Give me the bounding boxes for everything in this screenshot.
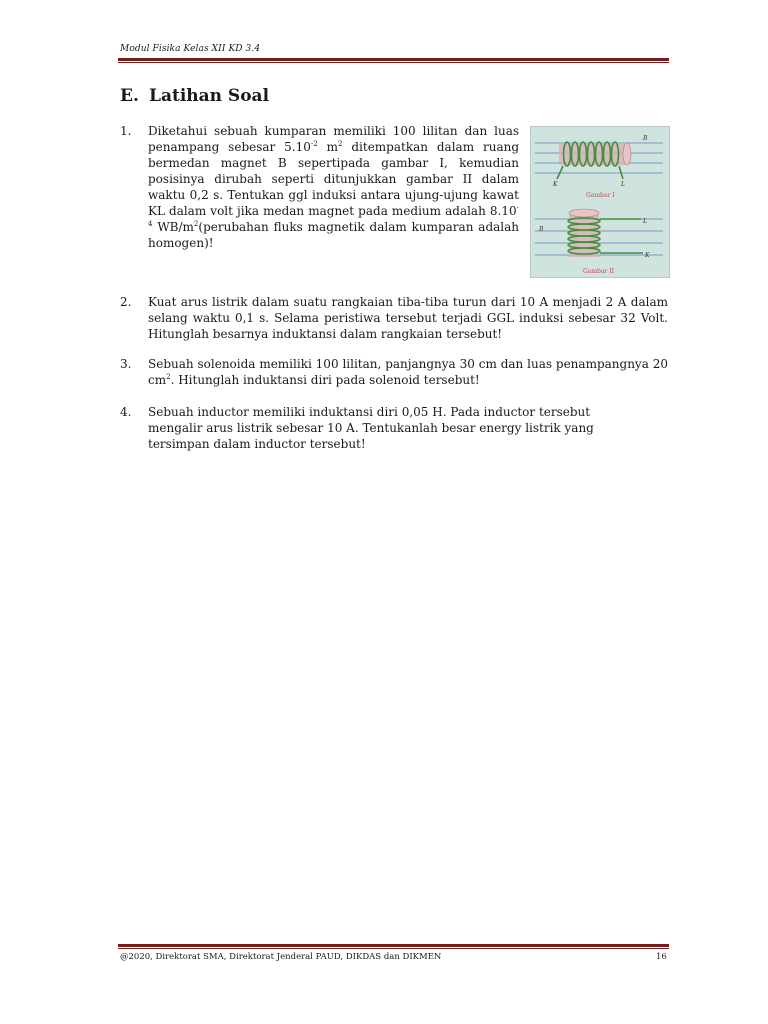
label-l-2: L xyxy=(643,218,647,225)
label-b-1: B xyxy=(643,135,648,142)
question-1 xyxy=(120,123,520,253)
section-letter: E. xyxy=(120,86,139,106)
caption-1: Gambar I xyxy=(586,192,615,199)
gambar-1 xyxy=(535,135,663,199)
header-text: Modul Fisika Kelas XII KD 3.4 xyxy=(120,44,261,54)
section-title xyxy=(120,86,269,106)
label-k-2: K xyxy=(645,252,650,259)
section-title-text: Latihan Soal xyxy=(149,86,270,106)
question-number: 2. xyxy=(120,295,132,309)
gambar-2 xyxy=(535,209,663,275)
question-number: 3. xyxy=(120,357,132,371)
footer-text: @2020, Direktorat SMA, Direktorat Jenderal PAUD, DIKDAS dan DIKMEN xyxy=(120,952,442,962)
question-3 xyxy=(120,356,669,392)
footer-rule xyxy=(118,944,669,949)
label-k-1: K xyxy=(553,181,558,188)
question-number: 1. xyxy=(120,124,132,138)
page-number: 16 xyxy=(656,952,667,962)
coil-figure xyxy=(530,126,670,278)
header-rule xyxy=(118,58,669,63)
question-text: Sebuah inductor memiliki induktansi diri 0,05 H. Pada inductor tersebut mengalir arus listrik sebesar 10 A. Tentukanlah besar energy listrik yang tersimpan dalam inductor tersebut! xyxy=(148,405,594,451)
label-l-1: L xyxy=(621,181,625,188)
question-2 xyxy=(120,294,669,344)
question-text: Kuat arus listrik dalam suatu rangkaian tiba-tiba turun dari 10 A menjadi 2 A dalam selang waktu 0,1 s. Selama peristiwa tersebut terjadi GGL induksi sebesar 32 Volt. Hitunglah besarnya induktansi dalam rangkaian tersebut! xyxy=(148,295,668,341)
caption-2: Gambar II xyxy=(583,268,614,275)
question-number: 4. xyxy=(120,405,132,419)
coil-diagram xyxy=(531,127,669,277)
question-text: Sebuah solenoida memiliki 100 lilitan, panjangnya 30 cm dan luas penampangnya 20 $cm^2$. Hitunglah induktansi diri pada solenoid tersebut! xyxy=(148,357,668,387)
question-4 xyxy=(120,404,669,454)
question-text: Diketahui sebuah kumparan memiliki 100 lilitan dan luas penampang sebesar $5.10^{-2}$ $m^2$ ditempatkan dalam ruang bermedan magnet B sepertipada gambar I, kemudian posisinya dirubah seperti ditunjukkan gambar II dalam waktu 0,2 s. Tentukan ggl induksi antara ujung-ujung kawat KL dalam volt jika medan magnet pada medium adalah $8.10^{-4}$ $WB/m^2(perubahan$ fluks magnetik dalam kumparan adalah homogen)! xyxy=(148,124,520,250)
label-b-2: B xyxy=(539,226,544,233)
